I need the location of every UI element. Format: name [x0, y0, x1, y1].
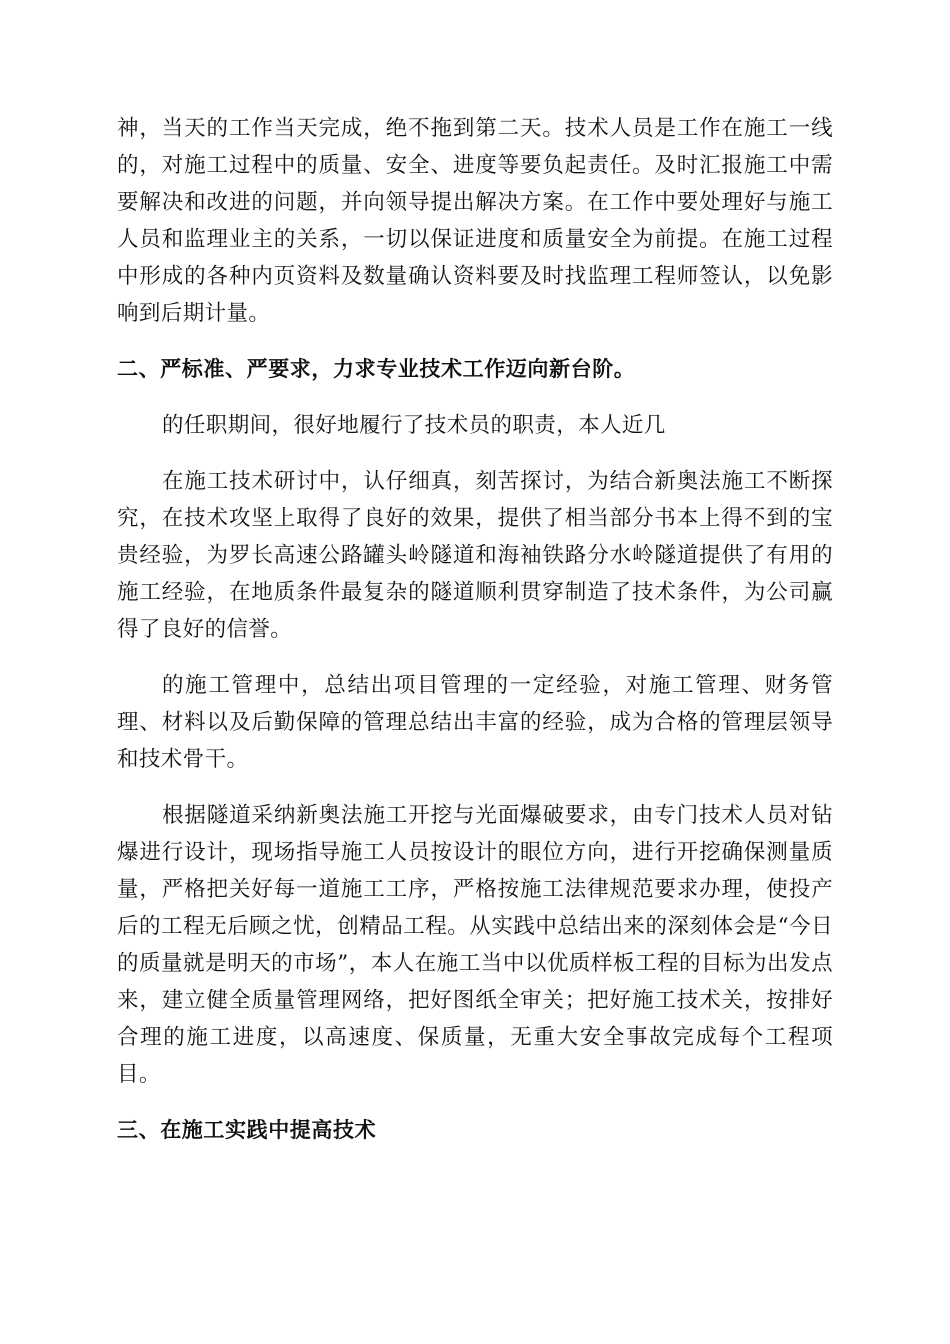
paragraph-work-attitude: 神，当天的工作当天完成，绝不拖到第二天。技术人员是工作在施工一线的，对施工过程中的质量、安全、进度等要负起责任。及时汇报施工中需要解决和改进的问题，并向领导提出解决方案。在工作中要处理好与施工人员和监理业主的关系，一切以保证进度和质量安全为前提。在施工过程中形成的各种内页资料及数量确认资料要及时找监理工程师签认，以免影响到后期计量。 — [117, 116, 833, 326]
document-page — [117, 110, 833, 1168]
paragraph-tunnel-quality: 根据隧道采纳新奥法施工开挖与光面爆破要求，由专门技术人员对钻爆进行设计，现场指导施工人员按设计的眼位方向，进行开挖确保测量质量，严格把关好每一道施工工序，严格按施工法律规范要求办理，使投产后的工程无后顾之忧，创精品工程。从实践中总结出来的深刻体会是“今日的质量就是明天的市场”，本人在施工当中以优质样板工程的目标为出发点来，建立健全质量管理网络，把好图纸全审关；把好施工技术关，按排好合理的施工进度，以高速度、保质量，无重大安全事故完成每个工程项目。 — [117, 803, 833, 1087]
section-heading-3: 三、在施工实践中提高技术 — [117, 1118, 377, 1142]
paragraph-tenure: 的任职期间，很好地履行了技术员的职责，本人近几 — [162, 413, 666, 438]
section-heading-2: 二、严标准、严要求，力求专业技术工作迈向新台阶。 — [117, 357, 636, 381]
paragraph-technical-research: 在施工技术研讨中，认仔细真，刻苦探讨，为结合新奥法施工不断探究，在技术攻坚上取得了良好的效果，提供了相当部分书本上得不到的宝贵经验，为罗长高速公路罐头岭隧道和海袖铁路分水岭隧道提供了有用的施工经验，在地质条件最复杂的隧道顺利贯穿制造了技术条件，为公司赢得了良好的信誉。 — [117, 469, 833, 642]
paragraph-construction-management: 的施工管理中，总结出项目管理的一定经验，对施工管理、财务管理、材料以及后勤保障的管理总结出丰富的经验，成为合格的管理层领导和技术骨干。 — [117, 673, 833, 772]
